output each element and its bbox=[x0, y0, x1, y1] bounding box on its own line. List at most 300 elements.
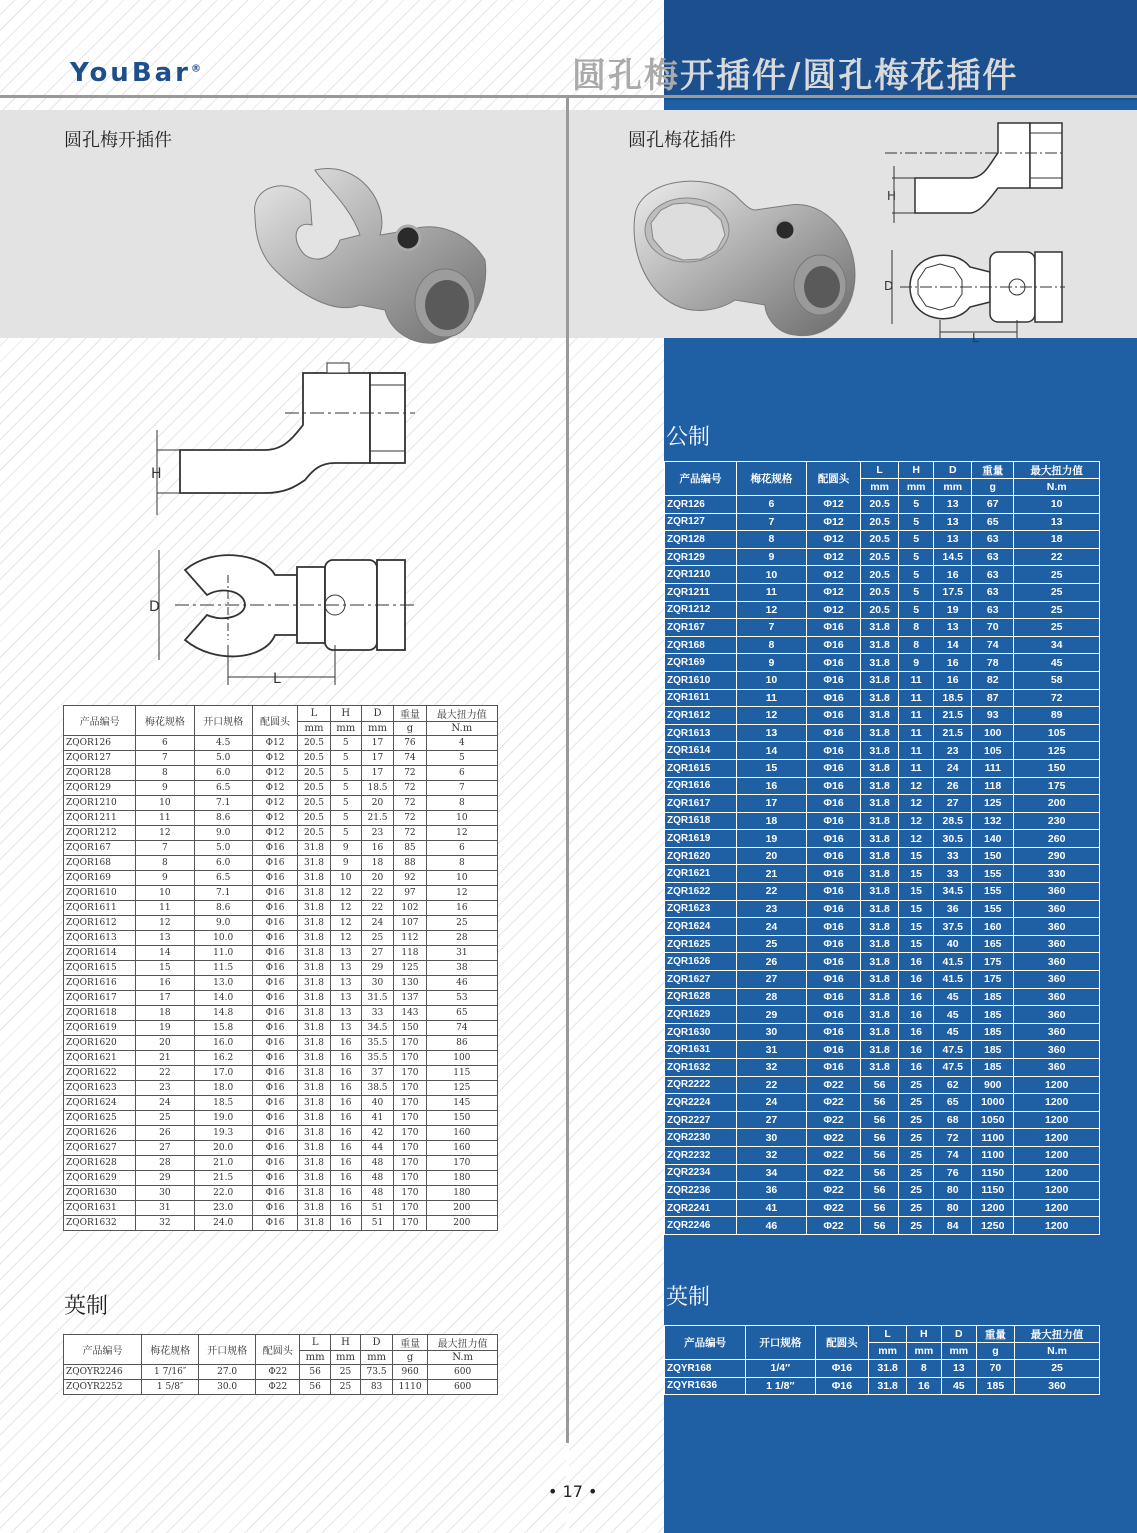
table-cell: 170 bbox=[394, 1096, 426, 1111]
table-cell: Φ16 bbox=[806, 795, 860, 813]
table-cell: 41 bbox=[736, 1199, 806, 1217]
table-cell: 31.8 bbox=[298, 1126, 330, 1141]
table-row bbox=[64, 1036, 498, 1051]
table-cell: 28.5 bbox=[934, 812, 972, 830]
table-cell: ZQR1617 bbox=[665, 795, 737, 813]
table-cell: 24.0 bbox=[194, 1216, 252, 1231]
table-cell: ZQOR1617 bbox=[64, 991, 136, 1006]
table-row bbox=[64, 841, 498, 856]
table-cell: Φ22 bbox=[806, 1182, 860, 1200]
col-l: L bbox=[861, 462, 899, 479]
table-cell: 84 bbox=[934, 1217, 972, 1235]
table-cell: 13 bbox=[136, 931, 194, 946]
table-cell: ZQOR1631 bbox=[64, 1201, 136, 1216]
table-cell: 31.8 bbox=[298, 961, 330, 976]
table-cell: 6 bbox=[426, 766, 497, 781]
table-row bbox=[64, 1156, 498, 1171]
table-cell: 56 bbox=[861, 1217, 899, 1235]
table-cell: 20.5 bbox=[298, 826, 330, 841]
table-cell: Φ22 bbox=[806, 1164, 860, 1182]
table-cell: 900 bbox=[972, 1076, 1014, 1094]
table-cell: 24 bbox=[736, 918, 806, 936]
table-row bbox=[64, 931, 498, 946]
table-cell: 22.0 bbox=[194, 1186, 252, 1201]
right-section-label: 圆孔梅花插件 bbox=[628, 130, 736, 151]
table-cell: ZQOR1212 bbox=[64, 826, 136, 841]
table-cell: Φ16 bbox=[806, 847, 860, 865]
table-cell: 185 bbox=[972, 1023, 1014, 1041]
table-cell: 70 bbox=[972, 619, 1014, 637]
table-cell: Φ16 bbox=[252, 1186, 297, 1201]
table-cell: 27.0 bbox=[199, 1365, 256, 1380]
table-cell: Φ12 bbox=[252, 766, 297, 781]
table-cell: 72 bbox=[394, 781, 426, 796]
unit-h: mm bbox=[330, 1351, 360, 1365]
unit-torque: N.m bbox=[1015, 1343, 1100, 1360]
table-cell: Φ16 bbox=[806, 988, 860, 1006]
table-cell: 56 bbox=[300, 1365, 330, 1380]
unit-h: mm bbox=[330, 722, 361, 736]
table-cell: Φ16 bbox=[806, 777, 860, 795]
table-cell: 27 bbox=[736, 1111, 806, 1129]
table-row bbox=[665, 513, 1100, 531]
table-cell: 16 bbox=[330, 1036, 361, 1051]
table-cell: ZQOR1619 bbox=[64, 1021, 136, 1036]
table-cell: Φ22 bbox=[256, 1380, 300, 1395]
table-cell: Φ12 bbox=[252, 811, 297, 826]
table-cell: 62 bbox=[934, 1076, 972, 1094]
table-cell: 34.5 bbox=[361, 1021, 393, 1036]
table-cell: 100 bbox=[972, 724, 1014, 742]
table-row bbox=[665, 918, 1100, 936]
table-cell: 13 bbox=[330, 946, 361, 961]
table-cell: 155 bbox=[972, 883, 1014, 901]
table-cell: 185 bbox=[976, 1377, 1014, 1395]
ring-insert-imperial-table bbox=[664, 1325, 1100, 1395]
table-cell: ZQR1627 bbox=[665, 971, 737, 989]
table-cell: 20.5 bbox=[298, 766, 330, 781]
table-cell: 13 bbox=[330, 991, 361, 1006]
table-cell: Φ12 bbox=[252, 796, 297, 811]
table-cell: ZQOR1625 bbox=[64, 1111, 136, 1126]
col-l: L bbox=[869, 1326, 907, 1343]
table-row bbox=[665, 830, 1100, 848]
col-h: H bbox=[899, 462, 934, 479]
table-cell: Φ22 bbox=[806, 1094, 860, 1112]
table-cell: 1/4″ bbox=[746, 1360, 815, 1378]
table-cell: 6 bbox=[426, 841, 497, 856]
table-cell: 31.8 bbox=[861, 707, 899, 725]
table-cell: 31.8 bbox=[298, 1036, 330, 1051]
table-cell: 13 bbox=[1014, 513, 1100, 531]
table-cell: 24 bbox=[934, 759, 972, 777]
table-cell: 170 bbox=[426, 1156, 497, 1171]
unit-d: mm bbox=[361, 1351, 393, 1365]
table-cell: Φ16 bbox=[252, 1051, 297, 1066]
col-ring: 梅花规格 bbox=[136, 706, 194, 736]
table-cell: 38 bbox=[426, 961, 497, 976]
unit-d: mm bbox=[361, 722, 393, 736]
table-cell: Φ16 bbox=[252, 901, 297, 916]
table-cell: 5 bbox=[899, 566, 934, 584]
unit-torque: N.m bbox=[1014, 479, 1100, 496]
col-drive: 配圆头 bbox=[815, 1326, 869, 1360]
col-code: 产品编号 bbox=[64, 1335, 142, 1365]
metric-label: 公制 bbox=[666, 425, 711, 450]
table-cell: 28 bbox=[426, 931, 497, 946]
table-cell: 1200 bbox=[1014, 1146, 1100, 1164]
col-weight: 重量 bbox=[976, 1326, 1014, 1343]
table-cell: 51 bbox=[361, 1216, 393, 1231]
table-cell: 175 bbox=[972, 953, 1014, 971]
table-cell: Φ16 bbox=[252, 1171, 297, 1186]
table-cell: 18 bbox=[1014, 531, 1100, 549]
table-cell: 10 bbox=[736, 566, 806, 584]
table-cell: ZQR2222 bbox=[665, 1076, 737, 1094]
table-cell: 132 bbox=[972, 812, 1014, 830]
table-cell: 125 bbox=[394, 961, 426, 976]
table-cell: 360 bbox=[1014, 1059, 1100, 1077]
table-cell: 30.0 bbox=[199, 1380, 256, 1395]
table-cell: 155 bbox=[972, 865, 1014, 883]
table-cell: ZQOR1618 bbox=[64, 1006, 136, 1021]
table-cell: 16 bbox=[136, 976, 194, 991]
table-cell: 25 bbox=[899, 1217, 934, 1235]
table-row bbox=[665, 583, 1100, 601]
table-cell: 31.8 bbox=[861, 636, 899, 654]
unit-weight: g bbox=[972, 479, 1014, 496]
unit-weight: g bbox=[394, 722, 426, 736]
unit-l: mm bbox=[300, 1351, 330, 1365]
table-cell: 56 bbox=[861, 1164, 899, 1182]
table-cell: Φ12 bbox=[252, 736, 297, 751]
table-cell: 13 bbox=[934, 619, 972, 637]
table-cell: 25 bbox=[899, 1111, 934, 1129]
table-cell: 31 bbox=[736, 1041, 806, 1059]
table-cell: 12 bbox=[899, 777, 934, 795]
table-cell: 31.8 bbox=[298, 1171, 330, 1186]
table-row bbox=[665, 812, 1100, 830]
table-cell: 31.8 bbox=[861, 830, 899, 848]
table-row bbox=[665, 988, 1100, 1006]
table-cell: 1200 bbox=[1014, 1129, 1100, 1147]
table-cell: 31.8 bbox=[298, 841, 330, 856]
table-cell: 65 bbox=[426, 1006, 497, 1021]
table-cell: 8 bbox=[136, 856, 194, 871]
table-cell: 16 bbox=[330, 1066, 361, 1081]
table-row bbox=[64, 1216, 498, 1231]
table-cell: 31.8 bbox=[298, 1021, 330, 1036]
table-cell: 26 bbox=[736, 953, 806, 971]
table-cell: 13 bbox=[736, 724, 806, 742]
table-cell: 185 bbox=[972, 1006, 1014, 1024]
table-cell: 16 bbox=[330, 1156, 361, 1171]
left-imperial-label: 英制 bbox=[64, 1294, 109, 1319]
table-row bbox=[64, 871, 498, 886]
table-row bbox=[665, 1023, 1100, 1041]
table-cell: 16 bbox=[934, 654, 972, 672]
table-cell: 19.0 bbox=[194, 1111, 252, 1126]
table-cell: 37 bbox=[361, 1066, 393, 1081]
table-cell: 31.8 bbox=[861, 988, 899, 1006]
table-cell: 20 bbox=[361, 871, 393, 886]
table-cell: 5 bbox=[330, 811, 361, 826]
open-ring-insert-photo bbox=[240, 165, 510, 350]
table-cell: 31.8 bbox=[298, 1216, 330, 1231]
table-cell: 7.1 bbox=[194, 796, 252, 811]
table-cell: Φ16 bbox=[252, 1006, 297, 1021]
table-cell: 74 bbox=[972, 636, 1014, 654]
col-l: L bbox=[298, 706, 330, 722]
unit-d: mm bbox=[941, 1343, 976, 1360]
open-insert-side-drawing bbox=[145, 355, 420, 520]
table-row bbox=[64, 736, 498, 751]
table-cell: 82 bbox=[972, 671, 1014, 689]
table-cell: 1000 bbox=[972, 1094, 1014, 1112]
table-cell: 1 7/16″ bbox=[142, 1365, 199, 1380]
table-cell: 63 bbox=[972, 566, 1014, 584]
table-cell: 15.8 bbox=[194, 1021, 252, 1036]
unit-l: mm bbox=[861, 479, 899, 496]
table-cell: 25 bbox=[1014, 601, 1100, 619]
drawing-label-h-left: H bbox=[151, 466, 162, 482]
table-cell: 36 bbox=[934, 900, 972, 918]
table-cell: 11 bbox=[136, 901, 194, 916]
table-cell: 31.8 bbox=[861, 971, 899, 989]
table-cell: ZQR1212 bbox=[665, 601, 737, 619]
table-row bbox=[64, 901, 498, 916]
table-cell: 6 bbox=[736, 496, 806, 514]
table-cell: ZQOR1624 bbox=[64, 1096, 136, 1111]
table-cell: 5 bbox=[899, 531, 934, 549]
table-cell: 31.8 bbox=[298, 1081, 330, 1096]
table-row bbox=[665, 935, 1100, 953]
table-cell: 10 bbox=[1014, 496, 1100, 514]
table-cell: Φ16 bbox=[252, 841, 297, 856]
table-cell: 65 bbox=[934, 1094, 972, 1112]
table-cell: 15 bbox=[736, 759, 806, 777]
table-cell: Φ16 bbox=[806, 654, 860, 672]
table-cell: 16.0 bbox=[194, 1036, 252, 1051]
table-cell: 25 bbox=[361, 931, 393, 946]
table-cell: 56 bbox=[300, 1380, 330, 1395]
table-cell: ZQR1610 bbox=[665, 671, 737, 689]
table-row bbox=[665, 759, 1100, 777]
table-cell: 26 bbox=[136, 1126, 194, 1141]
table-cell: 23 bbox=[934, 742, 972, 760]
table-cell: 76 bbox=[394, 736, 426, 751]
table-cell: ZQOR1630 bbox=[64, 1186, 136, 1201]
table-cell: 155 bbox=[972, 900, 1014, 918]
table-cell: 5 bbox=[330, 766, 361, 781]
table-cell: 97 bbox=[394, 886, 426, 901]
table-cell: 22 bbox=[361, 901, 393, 916]
open-insert-imperial-table bbox=[63, 1334, 498, 1395]
table-cell: 20 bbox=[361, 796, 393, 811]
table-cell: ZQOR1616 bbox=[64, 976, 136, 991]
table-cell: 11 bbox=[899, 759, 934, 777]
table-cell: 175 bbox=[1014, 777, 1100, 795]
table-cell: ZQR126 bbox=[665, 496, 737, 514]
table-cell: 80 bbox=[934, 1199, 972, 1217]
table-cell: ZQR1623 bbox=[665, 900, 737, 918]
table-cell: 12 bbox=[136, 916, 194, 931]
table-cell: Φ16 bbox=[806, 918, 860, 936]
table-row bbox=[665, 777, 1100, 795]
table-cell: 9 bbox=[136, 871, 194, 886]
table-cell: 17 bbox=[136, 991, 194, 1006]
table-cell: 4 bbox=[426, 736, 497, 751]
table-cell: 16 bbox=[330, 1096, 361, 1111]
table-cell: ZQR1612 bbox=[665, 707, 737, 725]
table-cell: 33 bbox=[934, 865, 972, 883]
table-cell: 24 bbox=[361, 916, 393, 931]
table-cell: ZQOR1627 bbox=[64, 1141, 136, 1156]
brand-logo: YouBar® bbox=[70, 58, 201, 88]
table-cell: 16 bbox=[330, 1081, 361, 1096]
table-cell: 25 bbox=[736, 935, 806, 953]
table-cell: 30.5 bbox=[934, 830, 972, 848]
drawing-label-l-right: L bbox=[972, 331, 979, 345]
table-cell: ZQR1614 bbox=[665, 742, 737, 760]
table-cell: Φ22 bbox=[806, 1146, 860, 1164]
table-cell: 31.8 bbox=[861, 918, 899, 936]
table-cell: 36 bbox=[736, 1182, 806, 1200]
table-row bbox=[665, 707, 1100, 725]
col-ring: 梅花规格 bbox=[736, 462, 806, 496]
table-cell: ZQR2241 bbox=[665, 1199, 737, 1217]
table-cell: 21.5 bbox=[934, 707, 972, 725]
table-cell: 150 bbox=[972, 847, 1014, 865]
table-cell: 145 bbox=[426, 1096, 497, 1111]
table-cell: 107 bbox=[394, 916, 426, 931]
table-cell: Φ16 bbox=[806, 1059, 860, 1077]
table-cell: Φ22 bbox=[806, 1129, 860, 1147]
table-cell: 28 bbox=[136, 1156, 194, 1171]
table-cell: ZQR2227 bbox=[665, 1111, 737, 1129]
table-cell: 93 bbox=[972, 707, 1014, 725]
table-cell: 14.5 bbox=[934, 548, 972, 566]
table-cell: 8 bbox=[736, 531, 806, 549]
table-cell: 360 bbox=[1014, 900, 1100, 918]
table-cell: ZQOR168 bbox=[64, 856, 136, 871]
table-cell: 31.8 bbox=[861, 1041, 899, 1059]
col-open: 开口规格 bbox=[194, 706, 252, 736]
col-weight: 重量 bbox=[392, 1335, 427, 1351]
table-row bbox=[665, 1041, 1100, 1059]
table-cell: 31.8 bbox=[861, 883, 899, 901]
table-cell: 8.6 bbox=[194, 901, 252, 916]
table-cell: ZQOR1632 bbox=[64, 1216, 136, 1231]
table-cell: 8 bbox=[906, 1360, 941, 1378]
table-cell: ZQR1615 bbox=[665, 759, 737, 777]
table-cell: 25 bbox=[899, 1094, 934, 1112]
table-cell: 7 bbox=[736, 619, 806, 637]
table-cell: 31.8 bbox=[298, 1051, 330, 1066]
table-cell: 87 bbox=[972, 689, 1014, 707]
table-cell: 56 bbox=[861, 1146, 899, 1164]
table-cell: 125 bbox=[972, 795, 1014, 813]
table-cell: 18 bbox=[136, 1006, 194, 1021]
table-cell: 111 bbox=[972, 759, 1014, 777]
table-cell: 56 bbox=[861, 1199, 899, 1217]
table-cell: 18 bbox=[361, 856, 393, 871]
table-cell: 9.0 bbox=[194, 826, 252, 841]
table-cell: Φ16 bbox=[806, 900, 860, 918]
table-cell: ZQR169 bbox=[665, 654, 737, 672]
table-cell: 18.5 bbox=[934, 689, 972, 707]
table-cell: ZQR1211 bbox=[665, 583, 737, 601]
table-cell: 360 bbox=[1014, 988, 1100, 1006]
table-cell: 13 bbox=[330, 961, 361, 976]
col-torque: 最大扭力值 bbox=[428, 1335, 498, 1351]
table-cell: 12 bbox=[736, 601, 806, 619]
table-cell: ZQOR1615 bbox=[64, 961, 136, 976]
table-cell: ZQOR169 bbox=[64, 871, 136, 886]
table-cell: Φ16 bbox=[252, 1111, 297, 1126]
table-cell: ZQOR127 bbox=[64, 751, 136, 766]
table-cell: 21.5 bbox=[934, 724, 972, 742]
table-cell: 10 bbox=[136, 886, 194, 901]
table-cell: 17 bbox=[736, 795, 806, 813]
table-cell: 5 bbox=[330, 751, 361, 766]
table-cell: ZQOR126 bbox=[64, 736, 136, 751]
table-cell: ZQOR1610 bbox=[64, 886, 136, 901]
table-cell: 1100 bbox=[972, 1146, 1014, 1164]
table-cell: 18.5 bbox=[194, 1096, 252, 1111]
table-cell: 15 bbox=[899, 918, 934, 936]
col-torque: 最大扭力值 bbox=[1014, 462, 1100, 479]
table-cell: 25 bbox=[426, 916, 497, 931]
table-row bbox=[665, 1006, 1100, 1024]
table-cell: 88 bbox=[394, 856, 426, 871]
table-cell: 45 bbox=[1014, 654, 1100, 672]
col-drive: 配圆头 bbox=[252, 706, 297, 736]
table-cell: 68 bbox=[934, 1111, 972, 1129]
table-cell: Φ16 bbox=[252, 961, 297, 976]
table-cell: 58 bbox=[1014, 671, 1100, 689]
table-cell: Φ16 bbox=[252, 931, 297, 946]
table-cell: 13 bbox=[330, 1021, 361, 1036]
table-cell: 170 bbox=[394, 1201, 426, 1216]
table-cell: 600 bbox=[428, 1365, 498, 1380]
table-cell: 31.8 bbox=[861, 689, 899, 707]
table-row bbox=[665, 847, 1100, 865]
table-cell: 1200 bbox=[972, 1199, 1014, 1217]
table-cell: 9 bbox=[736, 548, 806, 566]
table-cell: 5.0 bbox=[194, 751, 252, 766]
table-cell: 63 bbox=[972, 583, 1014, 601]
table-cell: ZQYR168 bbox=[665, 1360, 746, 1378]
table-cell: 41.5 bbox=[934, 971, 972, 989]
table-cell: 290 bbox=[1014, 847, 1100, 865]
table-cell: ZQOR1622 bbox=[64, 1066, 136, 1081]
table-cell: 85 bbox=[394, 841, 426, 856]
table-cell: Φ16 bbox=[252, 1156, 297, 1171]
table-cell: 150 bbox=[1014, 759, 1100, 777]
table-cell: 16 bbox=[899, 1041, 934, 1059]
table-cell: 15 bbox=[899, 883, 934, 901]
table-cell: 31.5 bbox=[361, 991, 393, 1006]
table-cell: 19 bbox=[934, 601, 972, 619]
table-cell: 17 bbox=[361, 751, 393, 766]
table-cell: Φ12 bbox=[252, 826, 297, 841]
table-cell: 12 bbox=[899, 830, 934, 848]
table-cell: 16 bbox=[906, 1377, 941, 1395]
col-open: 开口规格 bbox=[199, 1335, 256, 1365]
table-cell: ZQR1210 bbox=[665, 566, 737, 584]
table-cell: 10 bbox=[136, 796, 194, 811]
